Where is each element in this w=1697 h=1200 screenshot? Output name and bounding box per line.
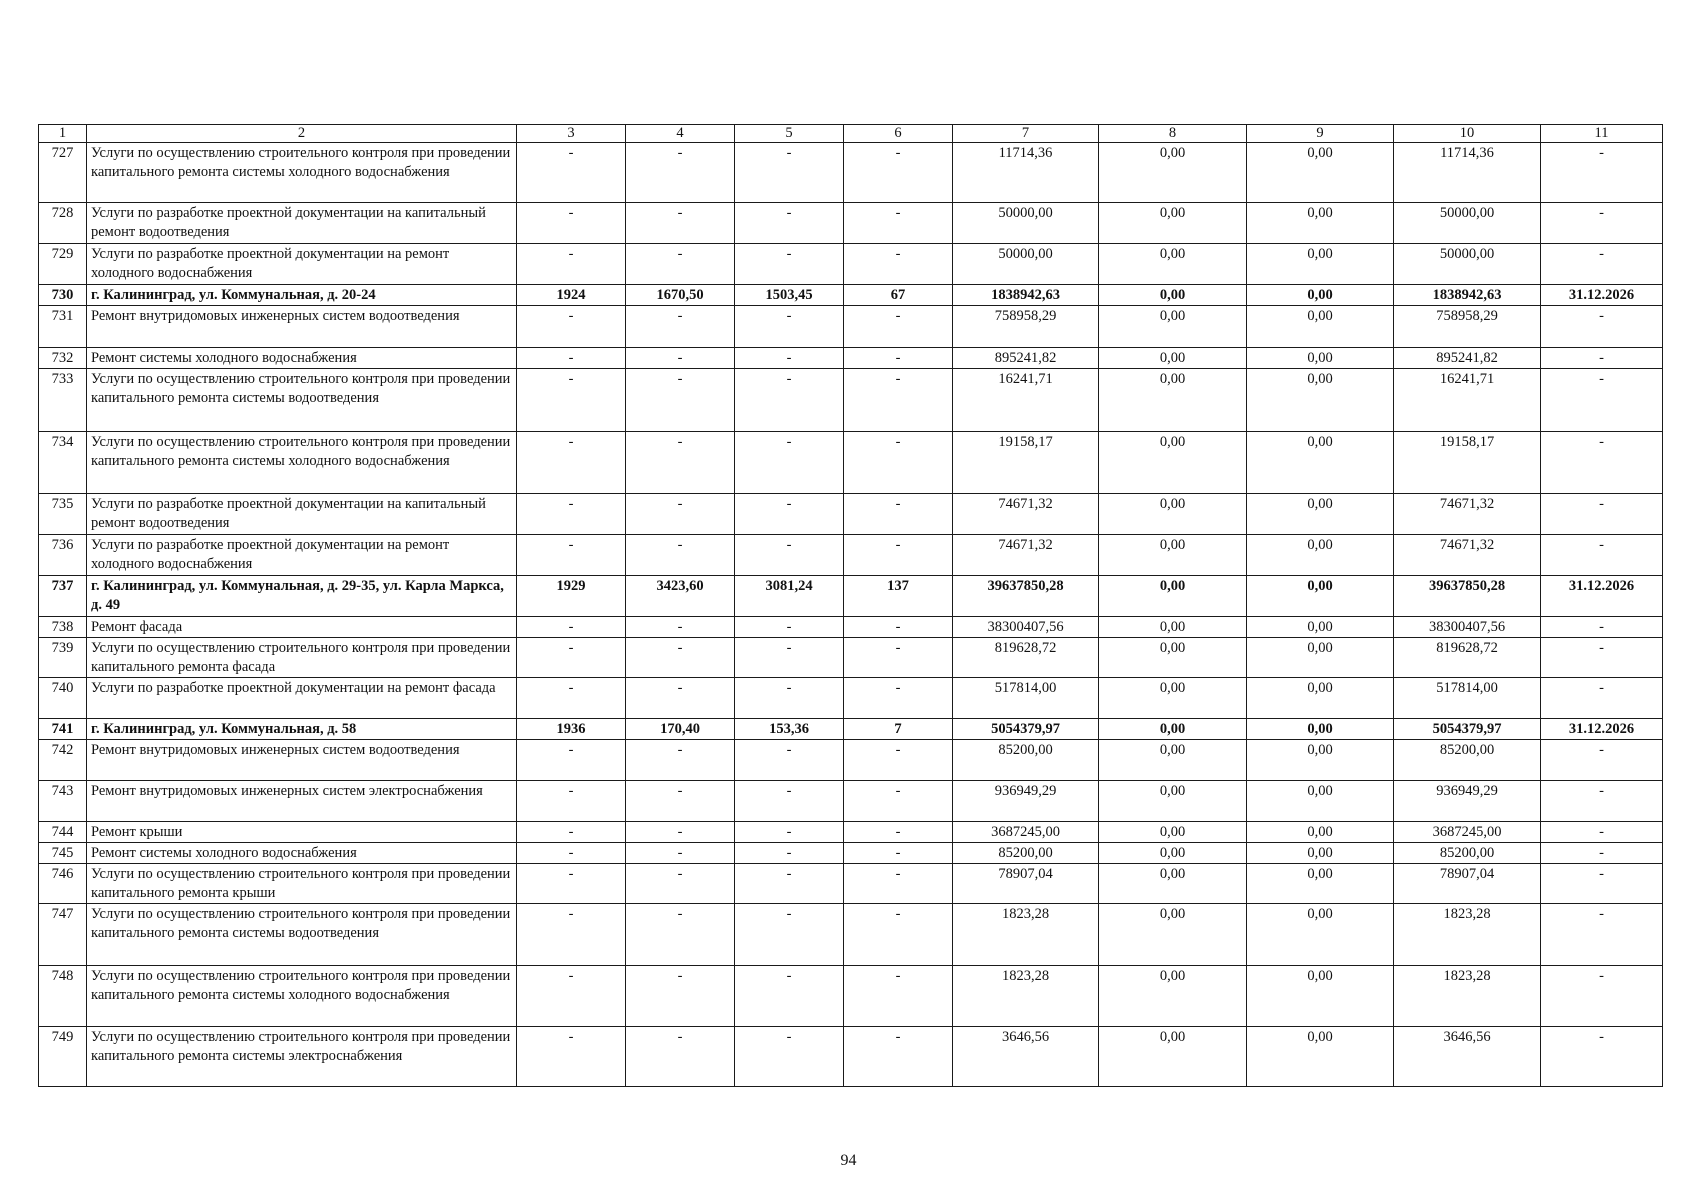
row-number: 735	[39, 494, 87, 535]
value-cell: -	[735, 494, 844, 535]
value-cell: 517814,00	[953, 678, 1099, 719]
value-cell: -	[626, 1027, 735, 1087]
value-cell: 517814,00	[1394, 678, 1541, 719]
value-cell: 0,00	[1099, 576, 1247, 617]
value-cell: 0,00	[1247, 369, 1394, 432]
row-description: г. Калининград, ул. Коммунальная, д. 29-35, ул. Карла Маркса, д. 49	[87, 576, 517, 617]
row-number: 744	[39, 822, 87, 843]
value-cell: 16241,71	[953, 369, 1099, 432]
work-item-row	[39, 306, 1663, 348]
value-cell: -	[626, 143, 735, 203]
value-cell: -	[1541, 740, 1663, 781]
value-cell: 0,00	[1099, 1027, 1247, 1087]
value-cell: -	[735, 966, 844, 1027]
work-item-row	[39, 535, 1663, 576]
row-description: Услуги по осуществлению строительного контроля при проведении капитального ремонта крыши	[87, 864, 517, 904]
work-item-row	[39, 369, 1663, 432]
value-cell: 74671,32	[1394, 494, 1541, 535]
value-cell: -	[735, 740, 844, 781]
row-number: 731	[39, 306, 87, 348]
value-cell: -	[626, 740, 735, 781]
row-number: 740	[39, 678, 87, 719]
work-item-row	[39, 348, 1663, 369]
value-cell: -	[1541, 369, 1663, 432]
value-cell: -	[517, 306, 626, 348]
value-cell: -	[735, 864, 844, 904]
value-cell: 1838942,63	[953, 285, 1099, 306]
value-cell: 38300407,56	[953, 617, 1099, 638]
column-number: 9	[1247, 125, 1394, 143]
value-cell: 1929	[517, 576, 626, 617]
work-item-row	[39, 1027, 1663, 1087]
value-cell: 819628,72	[1394, 638, 1541, 678]
value-cell: 0,00	[1099, 203, 1247, 244]
value-cell: 936949,29	[953, 781, 1099, 822]
value-cell: 0,00	[1099, 740, 1247, 781]
value-cell: -	[517, 843, 626, 864]
value-cell: 1670,50	[626, 285, 735, 306]
value-cell: -	[626, 822, 735, 843]
value-cell: 0,00	[1247, 535, 1394, 576]
value-cell: -	[517, 638, 626, 678]
value-cell: -	[626, 781, 735, 822]
value-cell: 0,00	[1247, 143, 1394, 203]
work-item-row	[39, 203, 1663, 244]
row-description: Услуги по осуществлению строительного контроля при проведении капитального ремонта системы холодного водоснабжения	[87, 143, 517, 203]
value-cell: 3687245,00	[1394, 822, 1541, 843]
value-cell: -	[626, 348, 735, 369]
value-cell: -	[626, 864, 735, 904]
value-cell: 0,00	[1247, 306, 1394, 348]
value-cell: 0,00	[1099, 617, 1247, 638]
value-cell: 0,00	[1099, 143, 1247, 203]
value-cell: 3687245,00	[953, 822, 1099, 843]
value-cell: 31.12.2026	[1541, 285, 1663, 306]
work-item-row	[39, 638, 1663, 678]
row-description: Услуги по разработке проектной документации на ремонт холодного водоснабжения	[87, 244, 517, 285]
column-number: 2	[87, 125, 517, 143]
row-description: Услуги по разработке проектной документации на капитальный ремонт водоотведения	[87, 494, 517, 535]
row-number: 748	[39, 966, 87, 1027]
column-number: 3	[517, 125, 626, 143]
value-cell: -	[517, 1027, 626, 1087]
value-cell: 0,00	[1247, 740, 1394, 781]
value-cell: -	[517, 203, 626, 244]
value-cell: 0,00	[1099, 285, 1247, 306]
work-item-row	[39, 740, 1663, 781]
row-description: Услуги по осуществлению строительного контроля при проведении капитального ремонта системы холодного водоснабжения	[87, 966, 517, 1027]
value-cell: -	[844, 822, 953, 843]
row-description: Услуги по разработке проектной документации на ремонт фасада	[87, 678, 517, 719]
value-cell: -	[1541, 864, 1663, 904]
value-cell: 3646,56	[953, 1027, 1099, 1087]
value-cell: 0,00	[1099, 904, 1247, 966]
value-cell: 0,00	[1247, 348, 1394, 369]
value-cell: 85200,00	[953, 843, 1099, 864]
value-cell: -	[844, 843, 953, 864]
column-number: 5	[735, 125, 844, 143]
column-number: 6	[844, 125, 953, 143]
value-cell: 758958,29	[1394, 306, 1541, 348]
value-cell: -	[735, 638, 844, 678]
value-cell: 67	[844, 285, 953, 306]
document-sheet	[38, 124, 1662, 1087]
value-cell: 0,00	[1099, 678, 1247, 719]
value-cell: -	[1541, 781, 1663, 822]
row-number: 734	[39, 432, 87, 494]
value-cell: 74671,32	[953, 535, 1099, 576]
value-cell: -	[517, 535, 626, 576]
table-body	[39, 125, 1663, 1087]
value-cell: -	[626, 494, 735, 535]
row-description: г. Калининград, ул. Коммунальная, д. 20-24	[87, 285, 517, 306]
value-cell: -	[517, 617, 626, 638]
value-cell: 3081,24	[735, 576, 844, 617]
value-cell: 0,00	[1099, 966, 1247, 1027]
work-item-row	[39, 822, 1663, 843]
value-cell: 11714,36	[953, 143, 1099, 203]
value-cell: -	[844, 1027, 953, 1087]
value-cell: 1838942,63	[1394, 285, 1541, 306]
value-cell: -	[844, 432, 953, 494]
value-cell: -	[844, 306, 953, 348]
value-cell: 78907,04	[953, 864, 1099, 904]
value-cell: 0,00	[1099, 864, 1247, 904]
value-cell: 3646,56	[1394, 1027, 1541, 1087]
row-number: 729	[39, 244, 87, 285]
column-number: 4	[626, 125, 735, 143]
row-number: 733	[39, 369, 87, 432]
value-cell: -	[517, 781, 626, 822]
capital-repair-table	[38, 124, 1663, 1087]
row-description: Ремонт крыши	[87, 822, 517, 843]
value-cell: -	[1541, 244, 1663, 285]
value-cell: -	[626, 904, 735, 966]
value-cell: 38300407,56	[1394, 617, 1541, 638]
value-cell: -	[1541, 638, 1663, 678]
value-cell: -	[626, 617, 735, 638]
row-number: 727	[39, 143, 87, 203]
value-cell: -	[517, 864, 626, 904]
work-item-row	[39, 843, 1663, 864]
value-cell: 0,00	[1099, 306, 1247, 348]
row-number: 732	[39, 348, 87, 369]
value-cell: -	[1541, 822, 1663, 843]
value-cell: -	[1541, 203, 1663, 244]
row-description: Ремонт системы холодного водоснабжения	[87, 348, 517, 369]
value-cell: 50000,00	[1394, 203, 1541, 244]
work-item-row	[39, 143, 1663, 203]
value-cell: -	[626, 432, 735, 494]
value-cell: -	[626, 306, 735, 348]
value-cell: 0,00	[1099, 719, 1247, 740]
value-cell: 1823,28	[953, 904, 1099, 966]
value-cell: 50000,00	[953, 203, 1099, 244]
value-cell: -	[517, 678, 626, 719]
value-cell: -	[1541, 966, 1663, 1027]
value-cell: 0,00	[1247, 966, 1394, 1027]
value-cell: 0,00	[1247, 617, 1394, 638]
value-cell: -	[735, 843, 844, 864]
value-cell: -	[517, 966, 626, 1027]
value-cell: -	[844, 244, 953, 285]
row-description: Услуги по разработке проектной документации на капитальный ремонт водоотведения	[87, 203, 517, 244]
page-number: 94	[840, 1152, 857, 1169]
value-cell: -	[844, 143, 953, 203]
work-item-row	[39, 432, 1663, 494]
address-row	[39, 285, 1663, 306]
value-cell: 0,00	[1099, 432, 1247, 494]
row-description: Услуги по разработке проектной документации на ремонт холодного водоснабжения	[87, 535, 517, 576]
value-cell: -	[735, 369, 844, 432]
value-cell: -	[517, 740, 626, 781]
value-cell: -	[844, 369, 953, 432]
value-cell: 895241,82	[1394, 348, 1541, 369]
row-description: Услуги по осуществлению строительного контроля при проведении капитального ремонта фасада	[87, 638, 517, 678]
value-cell: -	[1541, 904, 1663, 966]
value-cell: 819628,72	[953, 638, 1099, 678]
value-cell: 0,00	[1099, 494, 1247, 535]
value-cell: 0,00	[1247, 719, 1394, 740]
value-cell: 0,00	[1099, 822, 1247, 843]
value-cell: -	[1541, 143, 1663, 203]
value-cell: -	[844, 348, 953, 369]
value-cell: 0,00	[1247, 904, 1394, 966]
value-cell: -	[517, 369, 626, 432]
value-cell: 50000,00	[953, 244, 1099, 285]
value-cell: -	[626, 244, 735, 285]
value-cell: 0,00	[1099, 244, 1247, 285]
value-cell: -	[844, 781, 953, 822]
work-item-row	[39, 904, 1663, 966]
value-cell: -	[626, 369, 735, 432]
row-description: Ремонт системы холодного водоснабжения	[87, 843, 517, 864]
work-item-row	[39, 678, 1663, 719]
value-cell: 50000,00	[1394, 244, 1541, 285]
value-cell: -	[735, 904, 844, 966]
value-cell: -	[517, 822, 626, 843]
value-cell: -	[844, 535, 953, 576]
value-cell: 0,00	[1247, 203, 1394, 244]
column-number-row	[39, 125, 1663, 143]
value-cell: -	[1541, 535, 1663, 576]
value-cell: 0,00	[1099, 638, 1247, 678]
value-cell: 0,00	[1099, 843, 1247, 864]
value-cell: -	[735, 617, 844, 638]
value-cell: 0,00	[1247, 576, 1394, 617]
value-cell: -	[517, 494, 626, 535]
value-cell: 19158,17	[953, 432, 1099, 494]
value-cell: 0,00	[1247, 638, 1394, 678]
value-cell: -	[517, 432, 626, 494]
row-description: Услуги по осуществлению строительного контроля при проведении капитального ремонта системы водоотведения	[87, 369, 517, 432]
column-number: 8	[1099, 125, 1247, 143]
value-cell: 11714,36	[1394, 143, 1541, 203]
value-cell: -	[517, 143, 626, 203]
value-cell: 1823,28	[953, 966, 1099, 1027]
value-cell: 1924	[517, 285, 626, 306]
row-description: Ремонт внутридомовых инженерных систем водоотведения	[87, 740, 517, 781]
value-cell: -	[626, 638, 735, 678]
value-cell: -	[1541, 306, 1663, 348]
value-cell: 0,00	[1247, 864, 1394, 904]
value-cell: -	[1541, 432, 1663, 494]
row-number: 747	[39, 904, 87, 966]
value-cell: 31.12.2026	[1541, 719, 1663, 740]
work-item-row	[39, 781, 1663, 822]
value-cell: 5054379,97	[1394, 719, 1541, 740]
value-cell: 85200,00	[953, 740, 1099, 781]
value-cell: 0,00	[1099, 781, 1247, 822]
value-cell: -	[735, 822, 844, 843]
value-cell: 0,00	[1247, 285, 1394, 306]
value-cell: -	[626, 678, 735, 719]
value-cell: 1823,28	[1394, 966, 1541, 1027]
value-cell: 85200,00	[1394, 740, 1541, 781]
value-cell: 758958,29	[953, 306, 1099, 348]
column-number: 10	[1394, 125, 1541, 143]
value-cell: -	[844, 203, 953, 244]
value-cell: -	[735, 348, 844, 369]
value-cell: 1936	[517, 719, 626, 740]
value-cell: -	[626, 535, 735, 576]
row-number: 749	[39, 1027, 87, 1087]
value-cell: -	[844, 740, 953, 781]
value-cell: -	[1541, 348, 1663, 369]
row-number: 736	[39, 535, 87, 576]
work-item-row	[39, 244, 1663, 285]
value-cell: 39637850,28	[1394, 576, 1541, 617]
value-cell: 0,00	[1247, 822, 1394, 843]
value-cell: 936949,29	[1394, 781, 1541, 822]
value-cell: 0,00	[1099, 369, 1247, 432]
work-item-row	[39, 617, 1663, 638]
value-cell: 5054379,97	[953, 719, 1099, 740]
value-cell: 3423,60	[626, 576, 735, 617]
row-description: Услуги по осуществлению строительного контроля при проведении капитального ремонта системы электроснабжения	[87, 1027, 517, 1087]
value-cell: -	[517, 348, 626, 369]
work-item-row	[39, 494, 1663, 535]
value-cell: -	[735, 535, 844, 576]
row-description: Ремонт фасада	[87, 617, 517, 638]
row-number: 745	[39, 843, 87, 864]
address-row	[39, 719, 1663, 740]
value-cell: -	[735, 244, 844, 285]
row-number: 746	[39, 864, 87, 904]
row-number: 738	[39, 617, 87, 638]
value-cell: 1503,45	[735, 285, 844, 306]
value-cell: -	[735, 781, 844, 822]
value-cell: -	[1541, 494, 1663, 535]
value-cell: -	[517, 244, 626, 285]
value-cell: -	[844, 864, 953, 904]
work-item-row	[39, 864, 1663, 904]
value-cell: -	[735, 203, 844, 244]
row-description: г. Калининград, ул. Коммунальная, д. 58	[87, 719, 517, 740]
row-number: 728	[39, 203, 87, 244]
row-description: Услуги по осуществлению строительного контроля при проведении капитального ремонта системы водоотведения	[87, 904, 517, 966]
value-cell: 1823,28	[1394, 904, 1541, 966]
value-cell: -	[517, 904, 626, 966]
value-cell: 74671,32	[1394, 535, 1541, 576]
work-item-row	[39, 966, 1663, 1027]
value-cell: 0,00	[1247, 494, 1394, 535]
value-cell: -	[1541, 843, 1663, 864]
value-cell: 0,00	[1247, 678, 1394, 719]
value-cell: -	[844, 638, 953, 678]
address-row	[39, 576, 1663, 617]
value-cell: 0,00	[1247, 843, 1394, 864]
row-number: 730	[39, 285, 87, 306]
value-cell: 137	[844, 576, 953, 617]
value-cell: 19158,17	[1394, 432, 1541, 494]
column-number: 11	[1541, 125, 1663, 143]
column-number: 7	[953, 125, 1099, 143]
value-cell: 0,00	[1247, 781, 1394, 822]
value-cell: 0,00	[1099, 348, 1247, 369]
value-cell: 74671,32	[953, 494, 1099, 535]
row-number: 741	[39, 719, 87, 740]
value-cell: 0,00	[1247, 244, 1394, 285]
value-cell: -	[735, 678, 844, 719]
row-number: 739	[39, 638, 87, 678]
value-cell: 0,00	[1247, 1027, 1394, 1087]
row-number: 742	[39, 740, 87, 781]
value-cell: -	[844, 494, 953, 535]
value-cell: 0,00	[1099, 535, 1247, 576]
row-description: Ремонт внутридомовых инженерных систем электроснабжения	[87, 781, 517, 822]
value-cell: 170,40	[626, 719, 735, 740]
value-cell: 895241,82	[953, 348, 1099, 369]
row-description: Услуги по осуществлению строительного контроля при проведении капитального ремонта системы холодного водоснабжения	[87, 432, 517, 494]
row-description: Ремонт внутридомовых инженерных систем водоотведения	[87, 306, 517, 348]
value-cell: -	[1541, 678, 1663, 719]
value-cell: -	[626, 843, 735, 864]
value-cell: -	[844, 678, 953, 719]
value-cell: -	[844, 966, 953, 1027]
value-cell: 16241,71	[1394, 369, 1541, 432]
value-cell: -	[844, 617, 953, 638]
value-cell: -	[735, 143, 844, 203]
value-cell: 85200,00	[1394, 843, 1541, 864]
value-cell: -	[735, 432, 844, 494]
value-cell: -	[626, 203, 735, 244]
row-number: 743	[39, 781, 87, 822]
value-cell: 78907,04	[1394, 864, 1541, 904]
value-cell: -	[735, 1027, 844, 1087]
value-cell: -	[1541, 1027, 1663, 1087]
column-number: 1	[39, 125, 87, 143]
value-cell: -	[735, 306, 844, 348]
value-cell: 153,36	[735, 719, 844, 740]
value-cell: -	[1541, 617, 1663, 638]
row-number: 737	[39, 576, 87, 617]
value-cell: 31.12.2026	[1541, 576, 1663, 617]
value-cell: -	[626, 966, 735, 1027]
value-cell: 39637850,28	[953, 576, 1099, 617]
value-cell: 7	[844, 719, 953, 740]
value-cell: 0,00	[1247, 432, 1394, 494]
value-cell: -	[844, 904, 953, 966]
